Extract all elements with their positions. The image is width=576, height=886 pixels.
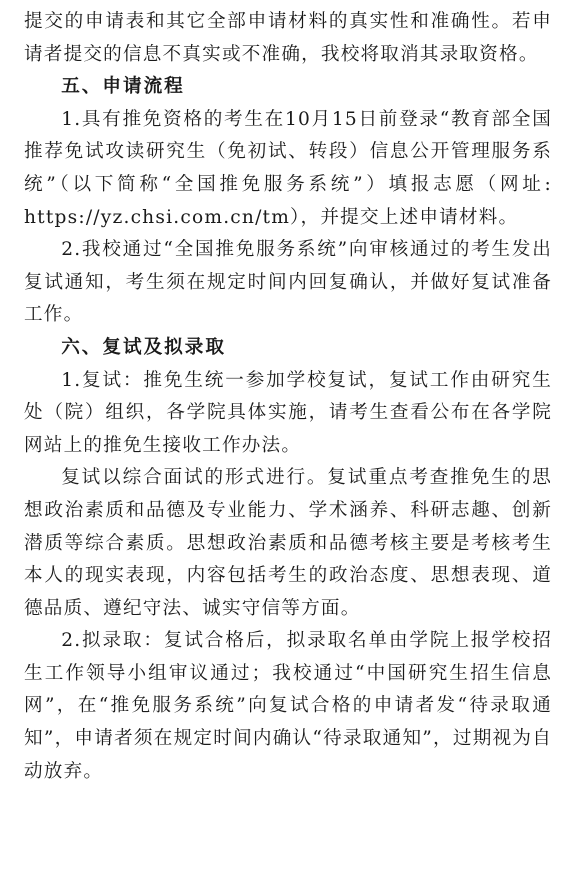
paragraph-admission: 2.拟录取：复试合格后，拟录取名单由学院上报学校招生工作领导小组审议通过；我校通过“中国研究生招生信息网”，在“推免服务系统”向复试合格的申请者发“待录取通知”，申请者须在规定时间内确认“待录取通知”，过期视为自动放弃。: [24, 630, 552, 782]
section-heading-6: 六、复试及拟录取: [61, 336, 226, 358]
paragraph-retest-detail: 复试以综合面试的形式进行。复试重点考查推免生的思想政治素质和品德及专业能力、学术涵养、科研志趣、创新潜质等综合素质。思想政治素质和品德考核主要是考核考生本人的现实表现，内容包括考生的政治态度、思想表现、道德品质、遵纪守法、诚实守信等方面。: [24, 467, 552, 619]
paragraph-step-2: 2.我校通过“全国推免服务系统”向审核通过的考生发出复试通知，考生须在规定时间内回复确认，并做好复试准备工作。: [24, 239, 552, 326]
section-heading-5: 五、申请流程: [61, 76, 185, 98]
paragraph-retest: 1.复试：推免生统一参加学校复试，复试工作由研究生处（院）组织，各学院具体实施，请考生查看公布在各学院网站上的推免生接收工作办法。: [24, 369, 552, 456]
paragraph-step-1: 1.具有推免资格的考生在10月15日前登录“教育部全国推荐免试攻读研究生（免初试、转段）信息公开管理服务系统”（以下简称“全国推免服务系统”）填报志愿（网址: https://yz.chsi.com.cn/tm），并提交上述申请材料。: [24, 108, 552, 228]
paragraph-continuation: 提交的申请表和其它全部申请材料的真实性和准确性。若申请者提交的信息不真实或不准确，我校将取消其录取资格。: [24, 11, 552, 65]
